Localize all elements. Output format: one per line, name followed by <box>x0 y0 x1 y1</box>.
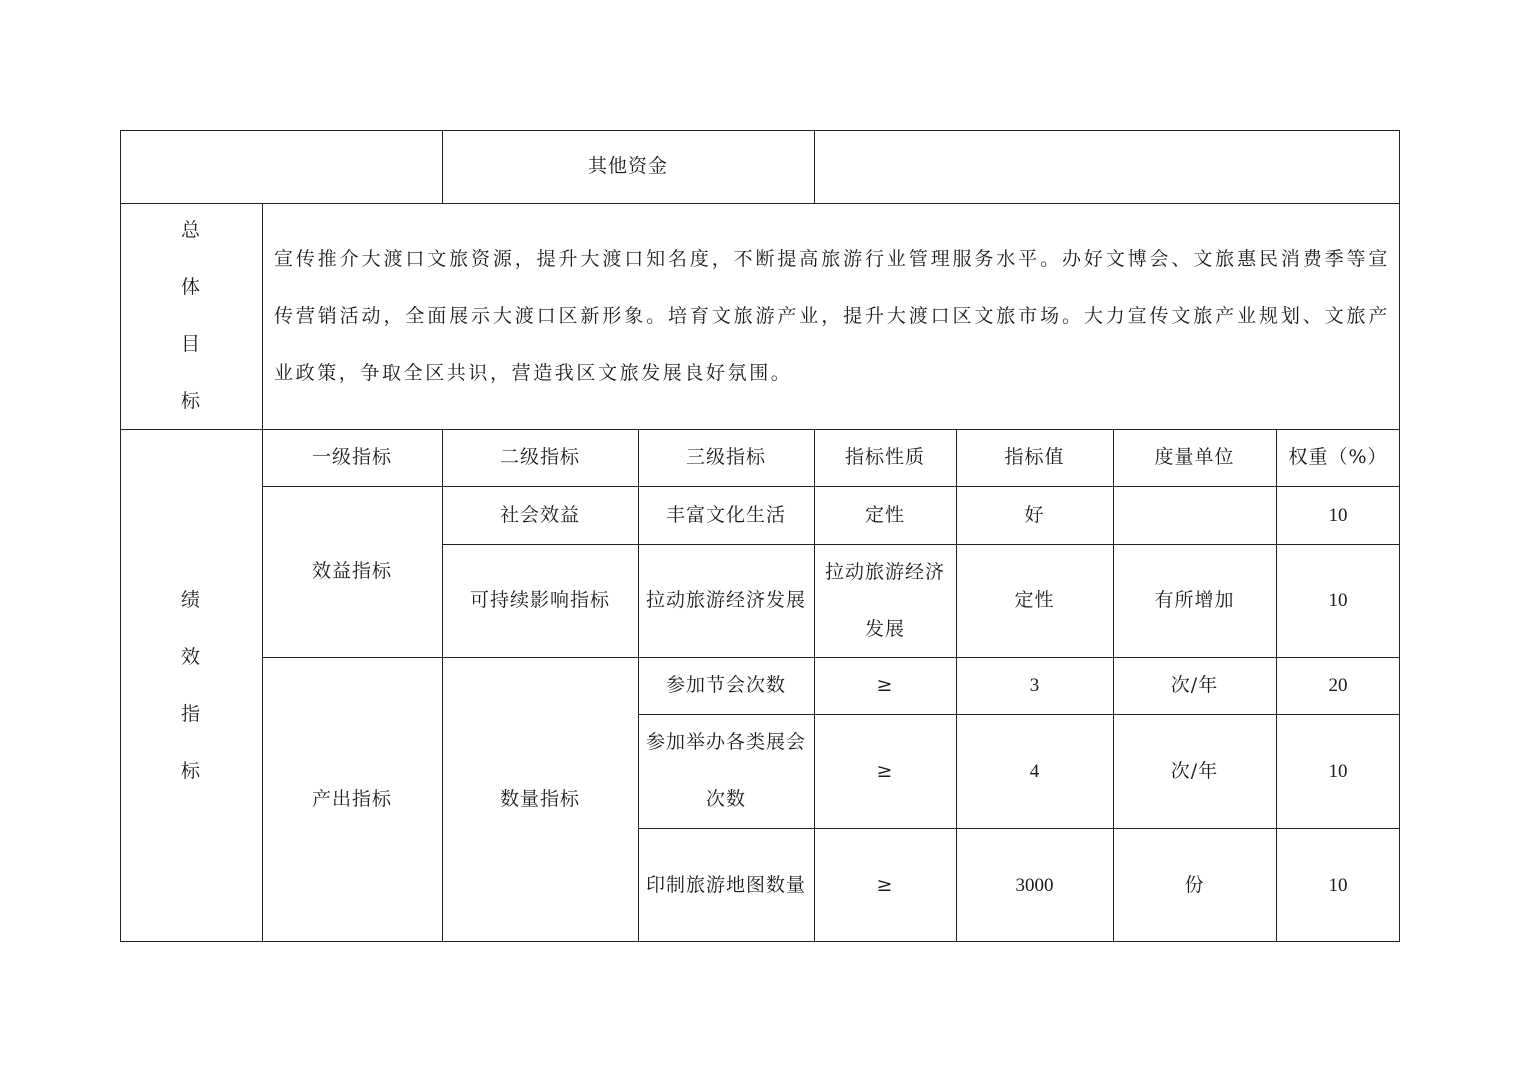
value-cell: 4 <box>1029 760 1040 782</box>
overall-goal-text: 宣传推介大渡口文旅资源，提升大渡口知名度，不断提高旅游行业管理服务水平。办好文博会、文旅惠民消费季等宣传营销活动，全面展示大渡口区新形象。培育文旅游产业，提升大渡口区文旅市场。大力宣传文旅产业规划、文旅产业政策，争取全区共识，营造我区文旅发展良好氛围。 <box>274 247 1390 384</box>
column-header-level3: 三级指标 <box>685 446 766 468</box>
column-header-level2: 二级指标 <box>499 446 580 468</box>
funds-empty-cell <box>120 130 442 203</box>
column-header-unit: 度量单位 <box>1154 446 1235 468</box>
weight-cell: 10 <box>1328 504 1348 526</box>
weight-cell: 10 <box>1328 590 1348 611</box>
level3-cell: 印制旅游地图数量 <box>645 873 806 896</box>
level2-sustainable-impact: 可持续影响指标 <box>469 589 610 611</box>
value-cell: 定性 <box>1014 589 1055 611</box>
nature-cell: 定性 <box>864 503 905 526</box>
performance-goal-table <box>120 130 1400 942</box>
column-header-level1: 一级指标 <box>311 446 392 468</box>
column-header-weight: 权重（%） <box>1288 446 1388 468</box>
nature-cell: ≥ <box>876 674 894 696</box>
nature-cell: ≥ <box>876 759 894 782</box>
overall-goal-header-cell <box>120 203 262 429</box>
value-cell: 3 <box>1029 675 1040 696</box>
funds-label: 其他资金 <box>587 155 668 177</box>
column-header-nature: 指标性质 <box>844 446 925 468</box>
level3-cell: 丰富文化生活 <box>665 503 786 526</box>
level2-quantity: 数量指标 <box>499 788 580 810</box>
nature-cell: ≥ <box>876 873 894 896</box>
unit-cell <box>1113 486 1276 544</box>
unit-cell: 份 <box>1184 873 1205 896</box>
level3-cell: 拉动旅游经济发展 <box>645 589 806 611</box>
weight-cell: 20 <box>1328 675 1348 696</box>
level3-cell: 参加举办各类展会次数 <box>645 731 806 810</box>
level1-benefit: 效益指标 <box>311 560 392 582</box>
value-cell: 好 <box>1024 503 1045 526</box>
level2-social-benefit: 社会效益 <box>499 503 580 526</box>
performance-header-cell <box>120 429 262 942</box>
funds-value <box>814 130 1400 203</box>
unit-cell: 次/年 <box>1170 674 1219 696</box>
weight-cell: 10 <box>1328 874 1348 896</box>
overall-goal-header: 总体目标 <box>180 219 201 412</box>
weight-cell: 10 <box>1328 760 1348 782</box>
level3-cell: 参加节会次数 <box>665 674 786 696</box>
unit-cell: 有所增加 <box>1154 589 1235 611</box>
value-cell: 3000 <box>1015 874 1054 896</box>
nature-cell: 拉动旅游经济发展 <box>824 560 945 640</box>
level1-output: 产出指标 <box>311 788 392 810</box>
unit-cell: 次/年 <box>1170 759 1219 782</box>
performance-header: 绩效指标 <box>180 588 201 782</box>
column-header-value: 指标值 <box>1004 446 1065 468</box>
